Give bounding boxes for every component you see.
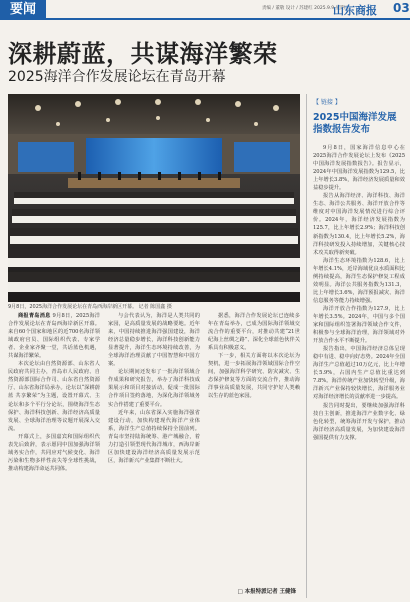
sidebar-paragraph: 海洋开放合作指数为127.9，比上年增长3.5%。2024年，中国与多个国家和国际组织签署海洋领域合作文件，积极参与全球海洋治理，海洋领域对外开放合作水平不断提升。 xyxy=(313,305,405,345)
article-paragraph: 下一步，相关方面将以本次论坛为契机，进一步拓展海洋领域国际合作空间，加强海洋科学研究、防灾减灾、生态保护修复等方面的交流合作，推动海洋事业高质量发展，共同守护好人类赖以生存的蓝色家园。 xyxy=(208,353,300,400)
sidebar-body xyxy=(313,144,405,594)
article-paragraph: 开幕式上，多国嘉宾和国际组织代表先后致辞，表示愿同中国加强海洋领域务实合作，共同应对气候变化、海洋污染和生物多样性丧失等全球性挑战，推动构建海洋命运共同体。 xyxy=(8,433,100,472)
editor-meta: 责编 / 董敬 设计 / 苏建红 2025.9.9 星期二 xyxy=(262,6,350,11)
article-column-2 xyxy=(108,312,200,594)
article-paragraph: 据悉，海洋合作发展论坛已连续多年在青岛举办，已成为国际海洋领域交流合作的重要平台，对推动共建“21世纪海上丝绸之路”、深化全球蓝色伙伴关系具有积极意义。 xyxy=(208,313,300,352)
article-paragraph: 商报青岛消息 9月8日，2025海洋合作发展论坛在青岛西海岸新区开幕。来自60个国家和地区的近700名海洋领域政府官员、国际组织代表、专家学者、企业家齐聚一堂，共话蓝色机遇，共谋海洋繁荣。 xyxy=(8,313,100,360)
subheadline: 2025海洋合作发展论坛在青岛开幕 xyxy=(8,69,226,85)
article-paragraph: 论坛期间还发布了一批海洋领域合作成果和研究报告，举办了海洋科技成果展示和项目对接活动，促成一批国际合作项目签约落地，为深化海洋领域务实合作搭建了重要平台。 xyxy=(108,369,200,408)
article-body xyxy=(8,312,300,597)
byline: □ 本报特派记者 王健锋 xyxy=(237,589,296,595)
sidebar-link-box xyxy=(306,94,407,598)
photo-caption: 9月8日，2025海洋合作发展论坛在青岛西海岸新区开幕。 记者 陈国鑫 摄 xyxy=(8,304,172,310)
page-header xyxy=(0,0,410,22)
sidebar-paragraph: 9月8日，国家海洋信息中心在2025海洋合作发展论坛上发布《2025中国海洋发展指数报告》。报告显示，2024年中国海洋发展指数为129.5，比上年增长3.8%，海洋经济发展质量和效益稳步提升。 xyxy=(313,145,405,192)
forum-hall-image xyxy=(8,94,300,302)
article-column-3 xyxy=(208,312,300,594)
article-paragraph: 与会代表认为，海洋是人类共同的家园，是高质量发展的战略要地。近年来，中国持续推进海洋强国建设，海洋经济总量稳步增长，海洋科技创新能力显著提升，海洋生态环境持续改善，为全球海洋治理贡献了中国智慧和中国方案。 xyxy=(108,313,200,368)
sidebar-paragraph: 报告同时提出，要继续加强海洋科技自主创新，推进海洋产业数字化、绿色化转型，统筹海洋开发与保护，推动海洋经济高质量发展，为加快建设海洋强国提供有力支撑。 xyxy=(313,402,405,441)
forum-photo xyxy=(8,94,300,302)
paper-name: 山东商报 xyxy=(333,4,377,17)
headline: 深耕蔚蓝，共谋海洋繁荣 xyxy=(8,40,278,68)
sidebar-paragraph: 海洋生态环境指数为128.6，比上年增长4.1%，近岸海域优良水质面积比例持续提高，海洋生态保护修复工程成效明显。海洋公共服务指数为131.3，比上年增长3.6%，海洋预报减灾、海洋信息服务等能力持续增强。 xyxy=(313,257,405,304)
sidebar-title: 2025中国海洋发展指数报告发布 xyxy=(313,112,397,135)
article-paragraph: 近年来，山东省深入实施海洋强省建设行动，加快构建现代海洋产业体系，海洋生产总值持续保持全国前列。青岛市坚持陆海统筹、港产城融合，着力打造引领型现代海洋城市，西海岸新区加快建设海洋经济高质量发展示范区，海洋新兴产业集群不断壮大。 xyxy=(108,409,200,464)
article-paragraph: 本次论坛由自然资源部、山东省人民政府共同主办，青岛市人民政府、自然资源部国际合作司、山东省自然资源厅、山东省海洋局承办。论坛以“深耕蔚蓝 共享繁荣”为主题，设置开幕式、主论坛和多个平行分论坛，围绕海洋生态保护、海洋科技创新、海洋经济高质量发展、全球海洋治理等议题开展深入交流。 xyxy=(8,361,100,432)
sidebar-tag: 【 链接 】 xyxy=(313,99,341,106)
sidebar-paragraph: 报告从海洋经济、海洋科技、海洋生态、海洋公共服务、海洋开放合作等维度对中国海洋发展情况进行综合评价。2024年，海洋经济发展指数为125.7，比上年增长2.9%；海洋科技创新指数为130.4，比上年增长5.2%，海洋科技研发投入持续增加，关键核心技术攻关取得新突破。 xyxy=(313,193,405,256)
section-tag: 要闻 xyxy=(0,0,46,20)
article-column-1 xyxy=(8,312,100,594)
page-number: 03 xyxy=(393,1,410,15)
dateline: 商报青岛消息 xyxy=(18,313,51,319)
header-rule xyxy=(46,18,410,20)
sidebar-paragraph: 报告指出，中国海洋经济总体呈现稳中有进、稳中向好态势。2024年全国海洋生产总值超过10万亿元，比上年增长5.9%，占国内生产总值比重达到7.8%。海洋传统产业加快转型升级，海洋新兴产业保持较快增长，海洋服务业对海洋经济增长的贡献率进一步提高。 xyxy=(313,346,405,401)
